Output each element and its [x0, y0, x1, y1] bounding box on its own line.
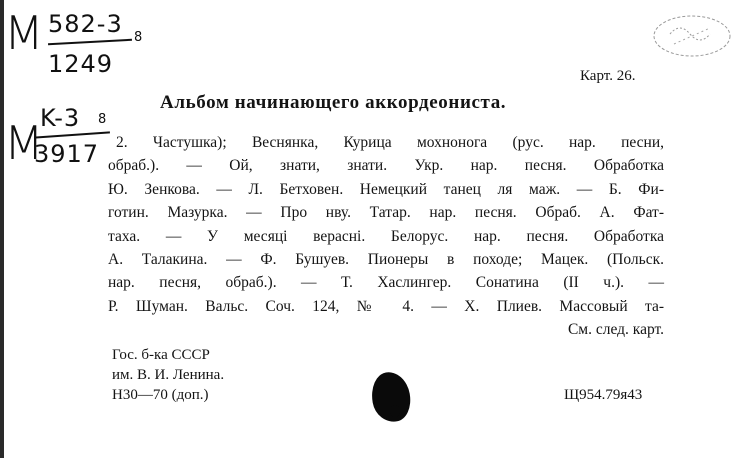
call-number-1-fraction-line — [48, 39, 132, 45]
ink-blot-drip — [390, 405, 400, 417]
description-line: 2. Частушка); Веснянка, Курица мохнонога (рус. нар. песни, — [116, 134, 664, 151]
call-number-2-suffix: 8 — [98, 112, 107, 127]
call-number-2-numerator: K-3 — [40, 104, 81, 132]
call-number-1-numerator: 582-3 — [48, 10, 123, 38]
library-line: им. В. И. Ленина. — [112, 367, 225, 383]
call-number-2-denominator: 3917 — [34, 140, 100, 168]
description-line: таха. — У месяцi верасні. Белорус. нар. песня. Обработка — [108, 227, 664, 245]
description-line: Р. Шуман. Вальс. Соч. 124, № 4. — Х. Плиев. Массовый та- — [108, 297, 664, 315]
description — [108, 131, 664, 342]
classmark: Щ954.79я43 — [564, 387, 643, 403]
card-edge — [0, 0, 4, 458]
ink-blot — [368, 369, 414, 425]
call-number-2-fraction-line — [34, 131, 110, 138]
description-line: обраб.). — Ой, знати, знати. Укр. нар. песня. Обработка — [108, 157, 664, 175]
description-line: Ю. Зенкова. — Л. Бетховен. Немецкий танец ля маж. — Б. Фи- — [108, 180, 664, 198]
library-line: Н30—70 (доп.) — [112, 387, 209, 403]
card-title: Альбом начинающего аккордеониста. — [160, 92, 507, 113]
description-line: А. Талакина. — Ф. Бушуев. Пионеры в походе; Мацек. (Польск. — [108, 250, 664, 268]
see-next-card: См. след. карт. — [567, 321, 664, 339]
call-number-2-prefix: M — [4, 116, 44, 170]
library-line: Гос. б-ка СССР — [112, 347, 210, 363]
description-line: нар. песня, обраб.). — Т. Хаслингер. Сонатина (II ч.). — — [108, 274, 664, 292]
call-number-1-suffix: 8 — [134, 30, 143, 45]
faint-stamp — [640, 4, 740, 64]
call-number-1-prefix: M — [4, 6, 44, 60]
library-imprint — [112, 345, 224, 405]
call-number-1-denominator: 1249 — [48, 50, 114, 78]
description-line: готин. Мазурка. — Про нву. Татар. нар. песня. Обраб. А. Фат- — [108, 204, 664, 222]
card-number: Карт. 26. — [580, 68, 636, 84]
